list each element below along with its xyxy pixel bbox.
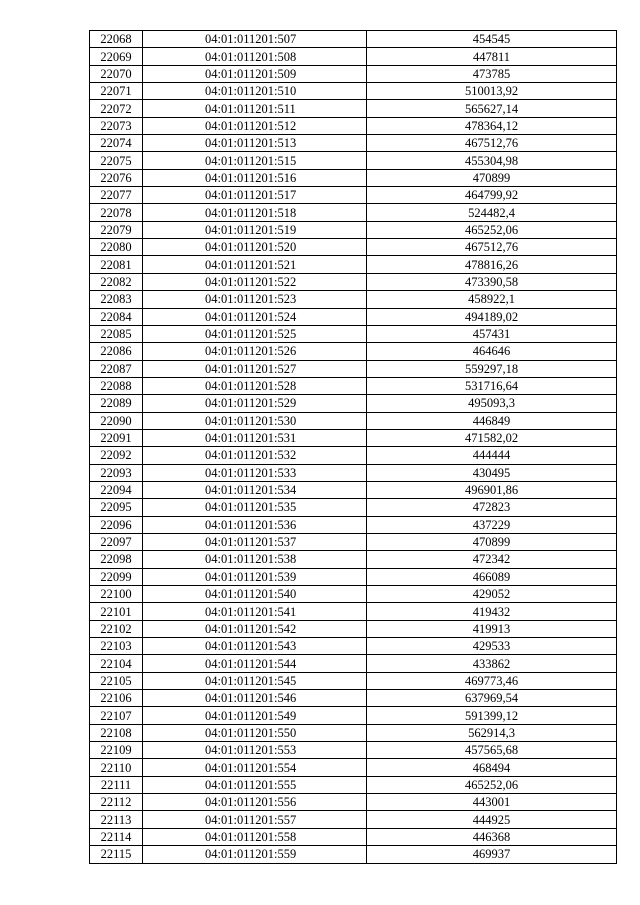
table-row: [90, 638, 617, 655]
table-row: [90, 846, 617, 863]
cadastral-number-cell: 04:01:011201:524: [143, 308, 367, 325]
cadastral-value-cell: 446849: [367, 412, 617, 429]
row-number-cell: 22099: [90, 568, 143, 585]
row-number-cell: 22101: [90, 603, 143, 620]
table-row: [90, 794, 617, 811]
row-number-cell: 22110: [90, 759, 143, 776]
row-number-cell: 22093: [90, 464, 143, 481]
row-number-cell: 22096: [90, 516, 143, 533]
cadastral-value-cell: 637969,54: [367, 690, 617, 707]
cadastral-number-cell: 04:01:011201:532: [143, 447, 367, 464]
cadastral-number-cell: 04:01:011201:545: [143, 672, 367, 689]
row-number-cell: 22108: [90, 724, 143, 741]
table-row: [90, 690, 617, 707]
row-number-cell: 22089: [90, 395, 143, 412]
cadastral-value-cell: 478816,26: [367, 256, 617, 273]
table-row: [90, 135, 617, 152]
cadastral-value-cell: 419913: [367, 620, 617, 637]
table-row: [90, 117, 617, 134]
row-number-cell: 22069: [90, 48, 143, 65]
cadastral-value-cell: 495093,3: [367, 395, 617, 412]
cadastral-number-cell: 04:01:011201:517: [143, 187, 367, 204]
cadastral-value-cell: 473785: [367, 65, 617, 82]
table-row: [90, 811, 617, 828]
cadastral-number-cell: 04:01:011201:509: [143, 65, 367, 82]
cadastral-value-cell: 470899: [367, 169, 617, 186]
table-row: [90, 828, 617, 845]
row-number-cell: 22104: [90, 655, 143, 672]
cadastral-value-cell: 591399,12: [367, 707, 617, 724]
cadastral-number-cell: 04:01:011201:534: [143, 481, 367, 498]
cadastral-value-cell: 531716,64: [367, 377, 617, 394]
table-row: [90, 672, 617, 689]
cadastral-value-cell: 559297,18: [367, 360, 617, 377]
cadastral-number-cell: 04:01:011201:520: [143, 239, 367, 256]
cadastral-number-cell: 04:01:011201:519: [143, 221, 367, 238]
table-row: [90, 221, 617, 238]
cadastral-number-cell: 04:01:011201:536: [143, 516, 367, 533]
cadastral-number-cell: 04:01:011201:538: [143, 551, 367, 568]
row-number-cell: 22106: [90, 690, 143, 707]
cadastral-value-cell: 457431: [367, 325, 617, 342]
table-row: [90, 65, 617, 82]
row-number-cell: 22109: [90, 742, 143, 759]
cadastral-value-cell: 471582,02: [367, 429, 617, 446]
cadastral-value-cell: 429052: [367, 586, 617, 603]
cadastral-number-cell: 04:01:011201:523: [143, 291, 367, 308]
row-number-cell: 22107: [90, 707, 143, 724]
row-number-cell: 22082: [90, 273, 143, 290]
table-row: [90, 655, 617, 672]
cadastral-value-cell: 473390,58: [367, 273, 617, 290]
cadastral-value-cell: 429533: [367, 638, 617, 655]
cadastral-value-cell: 437229: [367, 516, 617, 533]
cadastral-value-cell: 478364,12: [367, 117, 617, 134]
table-row: [90, 742, 617, 759]
cadastral-value-cell: 472823: [367, 499, 617, 516]
cadastral-number-cell: 04:01:011201:510: [143, 83, 367, 100]
cadastral-value-cell: 454545: [367, 31, 617, 48]
cadastral-number-cell: 04:01:011201:556: [143, 794, 367, 811]
row-number-cell: 22097: [90, 533, 143, 550]
cadastral-number-cell: 04:01:011201:528: [143, 377, 367, 394]
table-row: [90, 31, 617, 48]
cadastral-number-cell: 04:01:011201:533: [143, 464, 367, 481]
table-row: [90, 360, 617, 377]
table-row: [90, 603, 617, 620]
table-row: [90, 586, 617, 603]
cadastral-number-cell: 04:01:011201:537: [143, 533, 367, 550]
cadastral-value-cell: 444925: [367, 811, 617, 828]
row-number-cell: 22075: [90, 152, 143, 169]
table-row: [90, 429, 617, 446]
cadastral-value-cell: 467512,76: [367, 239, 617, 256]
table-row: [90, 343, 617, 360]
cadastral-value-cell: 565627,14: [367, 100, 617, 117]
cadastral-number-cell: 04:01:011201:557: [143, 811, 367, 828]
cadastral-number-cell: 04:01:011201:521: [143, 256, 367, 273]
cadastral-number-cell: 04:01:011201:531: [143, 429, 367, 446]
table-row: [90, 464, 617, 481]
cadastral-value-cell: 524482,4: [367, 204, 617, 221]
cadastral-value-cell: 464646: [367, 343, 617, 360]
table-row: [90, 152, 617, 169]
table-row: [90, 48, 617, 65]
row-number-cell: 22071: [90, 83, 143, 100]
row-number-cell: 22112: [90, 794, 143, 811]
row-number-cell: 22081: [90, 256, 143, 273]
row-number-cell: 22115: [90, 846, 143, 863]
table-row: [90, 325, 617, 342]
cadastral-number-cell: 04:01:011201:558: [143, 828, 367, 845]
row-number-cell: 22105: [90, 672, 143, 689]
cadastral-value-cell: 467512,76: [367, 135, 617, 152]
cadastral-number-cell: 04:01:011201:525: [143, 325, 367, 342]
table-row: [90, 707, 617, 724]
row-number-cell: 22079: [90, 221, 143, 238]
table-row: [90, 551, 617, 568]
table-row: [90, 256, 617, 273]
table-row: [90, 187, 617, 204]
row-number-cell: 22088: [90, 377, 143, 394]
row-number-cell: 22092: [90, 447, 143, 464]
table-row: [90, 776, 617, 793]
row-number-cell: 22077: [90, 187, 143, 204]
table-row: [90, 481, 617, 498]
table-row: [90, 273, 617, 290]
table-row: [90, 169, 617, 186]
table-row: [90, 533, 617, 550]
table-row: [90, 291, 617, 308]
table-row: [90, 100, 617, 117]
cadastral-number-cell: 04:01:011201:515: [143, 152, 367, 169]
row-number-cell: 22080: [90, 239, 143, 256]
row-number-cell: 22100: [90, 586, 143, 603]
row-number-cell: 22113: [90, 811, 143, 828]
cadastral-number-cell: 04:01:011201:516: [143, 169, 367, 186]
cadastral-value-cell: 496901,86: [367, 481, 617, 498]
cadastral-value-cell: 464799,92: [367, 187, 617, 204]
table-body: [90, 31, 617, 864]
table-row: [90, 377, 617, 394]
row-number-cell: 22103: [90, 638, 143, 655]
cadastral-value-cell: 446368: [367, 828, 617, 845]
cadastral-number-cell: 04:01:011201:508: [143, 48, 367, 65]
row-number-cell: 22114: [90, 828, 143, 845]
cadastral-value-cell: 457565,68: [367, 742, 617, 759]
cadastral-value-cell: 494189,02: [367, 308, 617, 325]
table-row: [90, 447, 617, 464]
cadastral-value-cell: 469773,46: [367, 672, 617, 689]
table-row: [90, 239, 617, 256]
cadastral-value-cell: 430495: [367, 464, 617, 481]
cadastral-number-cell: 04:01:011201:507: [143, 31, 367, 48]
cadastral-value-cell: 433862: [367, 655, 617, 672]
table-row: [90, 620, 617, 637]
cadastral-number-cell: 04:01:011201:511: [143, 100, 367, 117]
cadastral-value-cell: 443001: [367, 794, 617, 811]
cadastral-value-table: [89, 30, 617, 864]
row-number-cell: 22086: [90, 343, 143, 360]
cadastral-value-cell: 466089: [367, 568, 617, 585]
row-number-cell: 22085: [90, 325, 143, 342]
cadastral-number-cell: 04:01:011201:543: [143, 638, 367, 655]
row-number-cell: 22072: [90, 100, 143, 117]
row-number-cell: 22076: [90, 169, 143, 186]
cadastral-number-cell: 04:01:011201:542: [143, 620, 367, 637]
cadastral-value-cell: 458922,1: [367, 291, 617, 308]
cadastral-value-cell: 465252,06: [367, 221, 617, 238]
row-number-cell: 22095: [90, 499, 143, 516]
cadastral-number-cell: 04:01:011201:559: [143, 846, 367, 863]
cadastral-number-cell: 04:01:011201:546: [143, 690, 367, 707]
cadastral-number-cell: 04:01:011201:529: [143, 395, 367, 412]
table-row: [90, 308, 617, 325]
cadastral-number-cell: 04:01:011201:513: [143, 135, 367, 152]
cadastral-number-cell: 04:01:011201:530: [143, 412, 367, 429]
cadastral-value-cell: 472342: [367, 551, 617, 568]
row-number-cell: 22074: [90, 135, 143, 152]
row-number-cell: 22078: [90, 204, 143, 221]
row-number-cell: 22070: [90, 65, 143, 82]
cadastral-number-cell: 04:01:011201:544: [143, 655, 367, 672]
table-row: [90, 724, 617, 741]
cadastral-number-cell: 04:01:011201:522: [143, 273, 367, 290]
table-row: [90, 412, 617, 429]
cadastral-number-cell: 04:01:011201:540: [143, 586, 367, 603]
row-number-cell: 22090: [90, 412, 143, 429]
cadastral-number-cell: 04:01:011201:512: [143, 117, 367, 134]
table-row: [90, 759, 617, 776]
cadastral-number-cell: 04:01:011201:549: [143, 707, 367, 724]
cadastral-number-cell: 04:01:011201:539: [143, 568, 367, 585]
cadastral-value-cell: 468494: [367, 759, 617, 776]
table-row: [90, 499, 617, 516]
cadastral-value-cell: 465252,06: [367, 776, 617, 793]
cadastral-number-cell: 04:01:011201:541: [143, 603, 367, 620]
row-number-cell: 22094: [90, 481, 143, 498]
row-number-cell: 22073: [90, 117, 143, 134]
cadastral-number-cell: 04:01:011201:553: [143, 742, 367, 759]
cadastral-value-cell: 562914,3: [367, 724, 617, 741]
cadastral-number-cell: 04:01:011201:555: [143, 776, 367, 793]
cadastral-value-cell: 419432: [367, 603, 617, 620]
cadastral-number-cell: 04:01:011201:527: [143, 360, 367, 377]
cadastral-number-cell: 04:01:011201:518: [143, 204, 367, 221]
row-number-cell: 22068: [90, 31, 143, 48]
cadastral-value-cell: 455304,98: [367, 152, 617, 169]
table-row: [90, 516, 617, 533]
cadastral-value-cell: 447811: [367, 48, 617, 65]
row-number-cell: 22091: [90, 429, 143, 446]
row-number-cell: 22098: [90, 551, 143, 568]
cadastral-number-cell: 04:01:011201:554: [143, 759, 367, 776]
cadastral-value-cell: 469937: [367, 846, 617, 863]
table-row: [90, 204, 617, 221]
row-number-cell: 22111: [90, 776, 143, 793]
cadastral-value-cell: 470899: [367, 533, 617, 550]
row-number-cell: 22083: [90, 291, 143, 308]
table-row: [90, 395, 617, 412]
row-number-cell: 22102: [90, 620, 143, 637]
table-row: [90, 568, 617, 585]
table-row: [90, 83, 617, 100]
row-number-cell: 22084: [90, 308, 143, 325]
cadastral-number-cell: 04:01:011201:550: [143, 724, 367, 741]
cadastral-value-cell: 444444: [367, 447, 617, 464]
cadastral-number-cell: 04:01:011201:535: [143, 499, 367, 516]
cadastral-number-cell: 04:01:011201:526: [143, 343, 367, 360]
row-number-cell: 22087: [90, 360, 143, 377]
cadastral-value-cell: 510013,92: [367, 83, 617, 100]
